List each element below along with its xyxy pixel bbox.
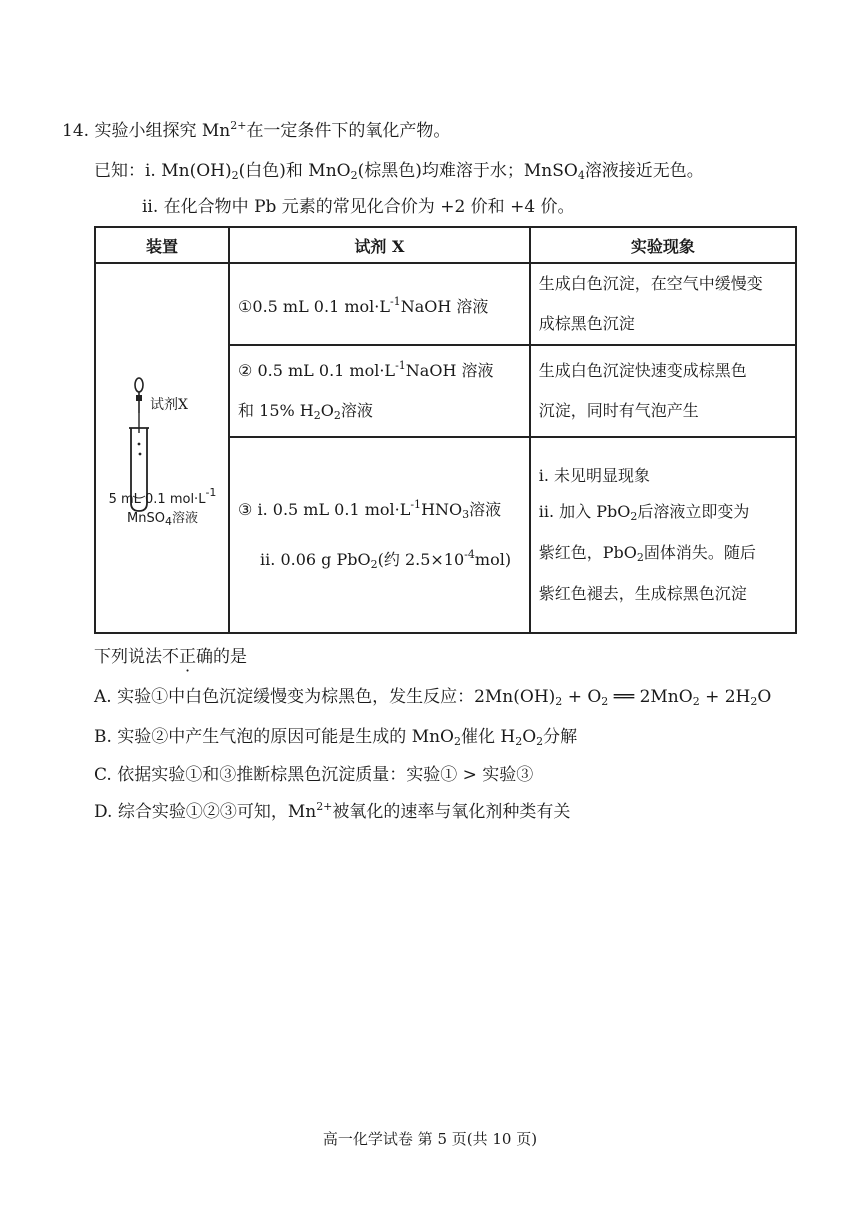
known-condition-i: 已知：i. $Mn(OH)_2$(白色)和 MnO$_2$(棕黑色)均难溶于水；MnSO$_4$溶液接近无色。	[94, 161, 704, 182]
reagent-cell-1: ①0.5 mL 0.1 $mol\cdot L^{-1}NaOH$ 溶液	[229, 263, 530, 345]
reagent-cell-3: ③ i. 0.5 mL 0.1 $mol\cdot L^{-1}HNO_3$溶液 ii. 0.06 g PbO$_2$(约 $2.5\times 10^{-4}mol$)	[229, 437, 530, 633]
test-tube-dropper-diagram	[96, 268, 229, 628]
experiment-table	[94, 226, 797, 634]
header-observation: 实验现象	[530, 227, 796, 263]
page-footer: 高一化学试卷 第 5 页(共 10 页)	[322, 1130, 538, 1148]
header-reagent: 试剂 X	[229, 227, 530, 263]
observation-cell-3: i. 未见明显现象 ii. 加入 PbO$_2$后溶液立即变为 紫红色，PbO$_2$固体消失。随后 紫红色褪去，生成棕黑色沉淀	[530, 437, 796, 633]
reagent-cell-2: ② 0.5 mL 0.1 $mol\cdot L^{-1}NaOH$ 溶液 和 15% $H_2O_2$溶液	[229, 345, 530, 437]
known-condition-ii: ii. 在化合物中 Pb 元素的常见化合价为 +2 价和 +4 价。	[142, 197, 575, 217]
table-row	[95, 263, 796, 345]
question-prompt: 下列说法不正确的是	[94, 647, 247, 667]
apparatus-reagent-label: 试剂X	[150, 397, 188, 413]
apparatus-cell	[95, 263, 229, 633]
observation-cell-2: 生成白色沉淀快速变成棕黑色 沉淀，同时有气泡产生	[530, 345, 796, 437]
option-b[interactable]: B. 实验②中产生气泡的原因可能是生成的 MnO$_2$催化 $H_2O_2$分解	[94, 727, 578, 748]
question-number: 14.	[62, 121, 90, 141]
observation-cell-1: 生成白色沉淀，在空气中缓慢变 成棕黑色沉淀	[530, 263, 796, 345]
apparatus-solution-label: 5 mL 0.1 $mol\cdot L^{-1}$ MnSO$_4$溶液	[108, 486, 217, 528]
option-d[interactable]: D. 综合实验①②③可知，$Mn^{2+}$被氧化的速率与氧化剂种类有关	[94, 800, 571, 822]
header-apparatus: 装置	[95, 227, 229, 263]
question-stem: 14. 实验小组探究 $Mn^{2+}$在一定条件下的氧化产物。	[62, 119, 451, 141]
emphasis-text: 不正确	[162, 647, 213, 667]
table-header-row	[95, 227, 796, 263]
option-c[interactable]: C. 依据实验①和③推断棕黑色沉淀质量：实验① > 实验③	[94, 765, 534, 785]
option-a[interactable]: A. 实验①中白色沉淀缓慢变为棕黑色，发生反应：$2Mn(OH)_2 + O_2$ ══ $2MnO_2 + 2H_2O$	[94, 687, 772, 708]
